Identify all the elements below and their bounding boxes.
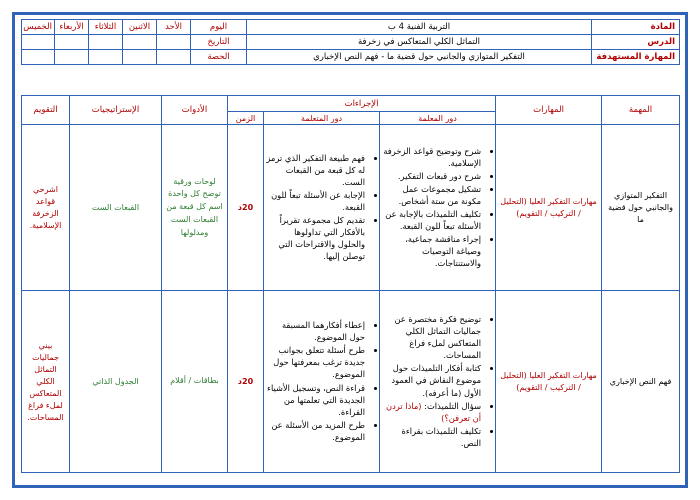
time-cell: 20د xyxy=(228,291,264,473)
day-thursday: الخميس xyxy=(22,20,55,35)
evaluation-cell: بيني جماليات التماثل الكلي المتعاكس لملء فراغ المساحات. xyxy=(22,291,70,473)
period-cell-4 xyxy=(55,50,89,65)
list-item xyxy=(382,400,481,424)
list-item: • كتابة أفكار التلميذات حول موضوع النقاش في العمود الأول (ما أعرفه). xyxy=(382,362,481,398)
skill-value: التفكير المتوازي والجانبي حول قضية ما - فهم النص الإخباري xyxy=(247,50,592,65)
tools-cell: لوحات ورقية توضح كل واحدة اسم كل قبعة من القبعات الست ومدلولها xyxy=(162,125,228,291)
tools-cell: بطاقات / أقلام xyxy=(162,291,228,473)
date-cell-1 xyxy=(157,35,191,50)
list-item: • طرح المزيد من الأسئلة عن الموضوع. xyxy=(266,419,365,443)
learner-steps-list xyxy=(266,319,377,442)
strategy-cell: الجدول الذاتي xyxy=(70,291,162,473)
header-learner-role: دور المتعلمة xyxy=(264,112,380,125)
date-cell-4 xyxy=(55,35,89,50)
period-cell-3 xyxy=(89,50,123,65)
skill-label: المهارة المستهدفة xyxy=(592,50,680,65)
day-tuesday: الثلاثاء xyxy=(89,20,123,35)
date-cell-5 xyxy=(22,35,55,50)
list-item: • قراءة النص، وتسجيل الأشياء الجديدة التي تعلمتها من القراءة. xyxy=(266,382,365,418)
header-evaluation: التقويم xyxy=(22,96,70,125)
list-item: • تكليف التلميذات بالإجابة عن الأسئلة تبعاً للون القبعة. xyxy=(382,208,481,232)
header-table xyxy=(21,19,680,65)
header-row-lesson xyxy=(22,35,680,50)
list-item: • توضيح فكرة مختصرة عن جماليات التماثل الكلي المتعاكس لملء فراغ المساحات. xyxy=(382,313,481,361)
table-row xyxy=(22,125,680,291)
header-row-skill xyxy=(22,50,680,65)
lesson-value: التماثل الكلي المتعاكس في زخرفة xyxy=(247,35,592,50)
header-teacher-role: دور المعلمة xyxy=(380,112,496,125)
task-cell: التفكير المتوازي والجانبي حول قضية ما xyxy=(602,125,680,291)
list-item: • تشكيل مجموعات عمل مكونة من ستة أشخاص. xyxy=(382,183,481,207)
header-time: الزمن xyxy=(228,112,264,125)
teacher-role-cell xyxy=(380,125,496,291)
table-row xyxy=(22,291,680,473)
list-item: • شرح دور قبعات التفكير. xyxy=(382,170,481,182)
header-procedures: الإجراءات xyxy=(228,96,496,112)
date-label: التاريخ xyxy=(191,35,247,50)
day-label: اليوم xyxy=(191,20,247,35)
date-cell-3 xyxy=(89,35,123,50)
list-item: • تكليف التلميذات بقراءة النص. xyxy=(382,425,481,449)
period-cell-1 xyxy=(157,50,191,65)
list-item: • إجراء مناقشة جماعية، وصياغة التوصيات والاستنتاجات. xyxy=(382,233,481,269)
header-row-subject xyxy=(22,20,680,35)
header-tools: الأدوات xyxy=(162,96,228,125)
teacher-steps-list xyxy=(382,145,493,269)
lesson-plan-frame xyxy=(12,12,688,488)
period-cell-2 xyxy=(123,50,157,65)
period-label: الحصة xyxy=(191,50,247,65)
learner-steps-list xyxy=(266,152,377,262)
question-prompt: سؤال التلميذات: xyxy=(424,400,482,411)
evaluation-cell: اشرحي قواعد الزخرفة الإسلامية. xyxy=(22,125,70,291)
skill-cell: مهارات التفكير العليا (التحليل / التركيب / التقويم) xyxy=(496,291,602,473)
period-cell-5 xyxy=(22,50,55,65)
day-sunday: الأحد xyxy=(157,20,191,35)
subject-value: التربية الفنية 4 ب xyxy=(247,20,592,35)
learner-role-cell xyxy=(264,125,380,291)
teacher-steps-list xyxy=(382,313,493,448)
header-task: المهمة xyxy=(602,96,680,125)
learner-role-cell xyxy=(264,291,380,473)
date-cell-2 xyxy=(123,35,157,50)
header-skills: المهارات xyxy=(496,96,602,125)
skill-cell: مهارات التفكير العليا (التحليل / التركيب / التقويم) xyxy=(496,125,602,291)
list-item: • الإجابة عن الأسئلة تبعاً للون القبعة. xyxy=(266,189,365,213)
subject-label: المادة xyxy=(592,20,680,35)
list-item: • تقديم كل مجموعة تقريراً بالأفكار التي تداولوها والحلول والاقتراحات التي توصلن إليها. xyxy=(266,214,365,262)
lesson-table xyxy=(21,95,680,473)
table-header-row xyxy=(22,96,680,112)
list-item: • طرح أسئلة تتعلق بجوانب جديدة ترغب بمعرفتها حول الموضوع. xyxy=(266,344,365,380)
strategy-cell: القبعات الست xyxy=(70,125,162,291)
day-monday: الاثنين xyxy=(123,20,157,35)
task-cell: فهم النص الإخباري xyxy=(602,291,680,473)
day-wednesday: الأربعاء xyxy=(55,20,89,35)
question-text: (ماذا تردن أن تعرفن؟) xyxy=(386,400,482,423)
teacher-role-cell xyxy=(380,291,496,473)
lesson-label: الدرس xyxy=(592,35,680,50)
time-cell: 20د xyxy=(228,125,264,291)
list-item: • فهم طبيعة التفكير الذي ترمز له كل قبعة من القبعات الست. xyxy=(266,152,365,188)
list-item: • إعطاء أفكارهما المسبقة حول الموضوع. xyxy=(266,319,365,343)
list-item: • شرح وتوضيح قواعد الزخرفة الإسلامية. xyxy=(382,145,481,169)
header-strategies: الإستراتيجيات xyxy=(70,96,162,125)
